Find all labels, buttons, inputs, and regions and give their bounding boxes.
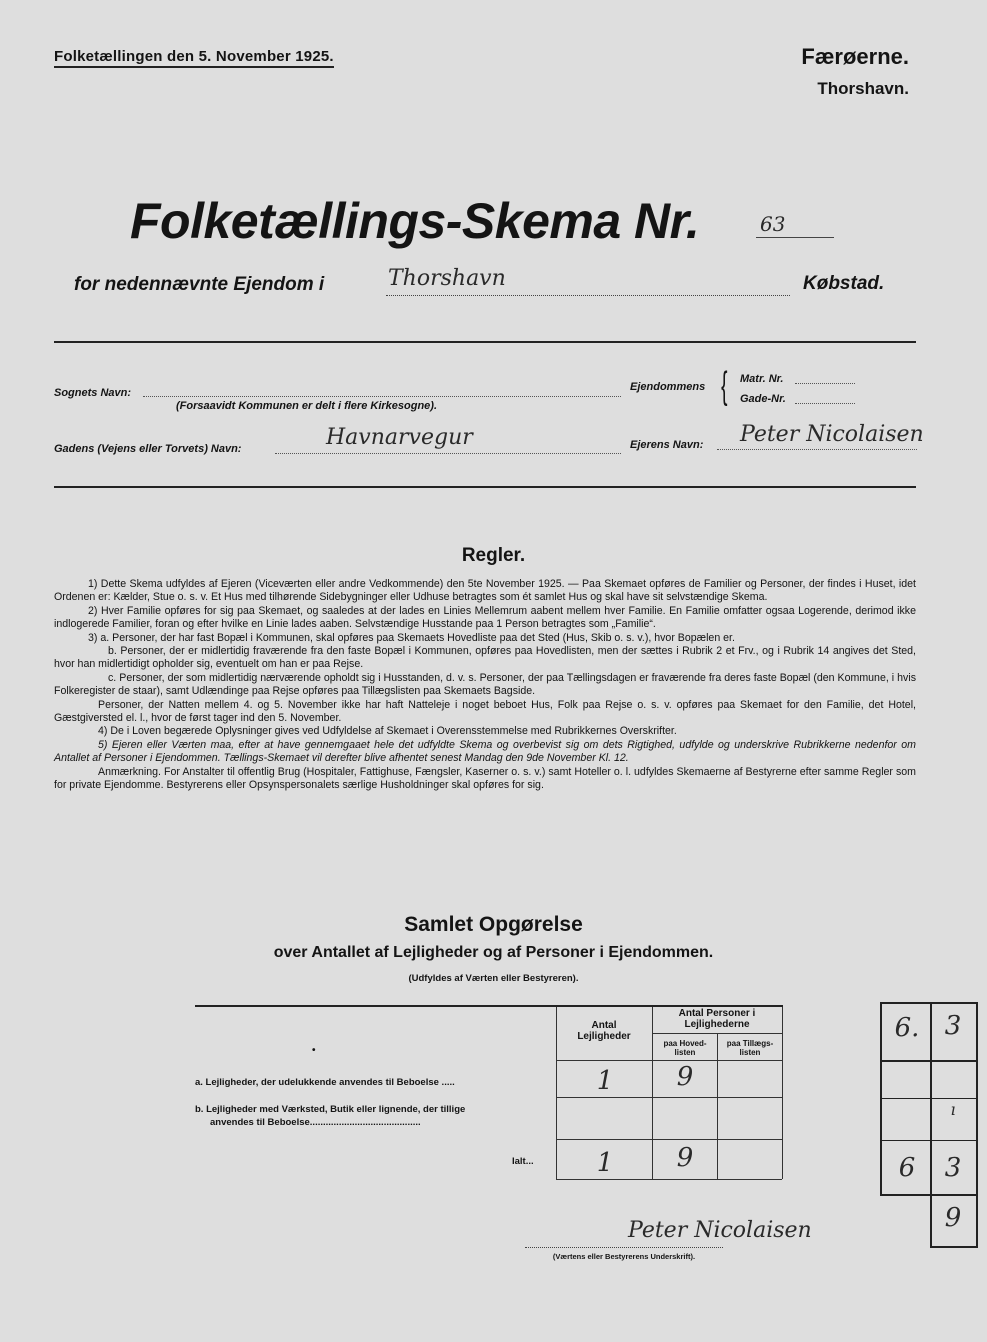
sognets-note: (Forsaavidt Kommunen er delt i flere Kirkesogne). — [176, 400, 438, 412]
sognets-label: Sognets Navn: — [54, 387, 132, 399]
table-col-line-3 — [717, 1033, 718, 1179]
ejerens-line — [717, 449, 917, 450]
matr-line — [795, 383, 855, 384]
census-header-title: Folketællingen den 5. November 1925. — [54, 48, 334, 68]
place-handwritten: Thorshavn — [388, 266, 506, 291]
rule-4: 4) De i Loven begærede Oplysninger gives ved Udfyldelse af Skemaet i Overensstemmelse med Rubrikkernes Overskrifter. — [98, 725, 677, 738]
table-row-a-rule — [556, 1097, 782, 1098]
row-a-label: a. Lejligheder, der udelukkende anvendes til Beboelse ..... — [195, 1077, 455, 1088]
row-a-lejligheder: 1 — [596, 1066, 614, 1096]
rule-1: 1) Dette Skema udfyldes af Ejeren (Viceværten eller andre Vedkommende) den 5te November 1925. — Paa Skemaet opføres de Familier og Personer, der findes i Huset, idet Ordenen er: Kælder, Stue o. s. v. Et Hus med tilhørende Sidebygninger eller Udhuse betragtes som ét samlet Hus og skal have sit selvstændige Skema. — [54, 578, 916, 604]
row-b-label-1: b. Lejligheder med Værksted, Butik eller lignende, der tillige — [195, 1104, 466, 1115]
tally-box-rule-2 — [882, 1098, 976, 1099]
tally-ialt-left: 6 — [898, 1153, 916, 1183]
rule-5: 5) Ejeren eller Værten maa, efter at have gennemgaaet hele det udfyldte Skema og overbevist sig om dets Rigtighed, udfylde og underskrive Rubrikkerne nedenfor om Antallet af Personer i Ejendommen. Tællings-Skemaet vil derefter blive afhentet senest Mandag den 9de November Kl. 12. — [54, 738, 916, 765]
subtitle-suffix: Købstad. — [803, 273, 885, 294]
row-b-label-2: anvendes til Beboelse.......................................... — [210, 1117, 421, 1128]
table-col-line-1 — [556, 1007, 557, 1179]
table-bottom-rule — [556, 1179, 782, 1180]
ejerens-value-handwritten: Peter Nicolaisen — [740, 422, 924, 447]
gade-label: Gade-Nr. — [740, 393, 786, 405]
ialt-lejligheder: 1 — [596, 1148, 614, 1178]
row-a-hovedlisten: 9 — [676, 1062, 694, 1092]
summary-subtitle: over Antallet af Lejligheder og af Personer i Ejendommen. — [273, 944, 714, 961]
matr-label: Matr. Nr. — [740, 373, 784, 385]
tally-bottom: 9 — [944, 1203, 962, 1233]
owner-signature: Peter Nicolaisen — [628, 1218, 812, 1243]
summary-note: (Udfyldes af Værten eller Bestyreren). — [408, 973, 579, 984]
rule-3c: c. Personer, der som midlertidig nærværende opholdt sig i Husstanden, d. v. s. Personer, der paa Tællingsdagen er fraværende fra deres faste Bopæl (den Kommune, i hvis Folkeregister de staar), samt Udlændinge paa Rejse opføres paa Tillægslisten paa Skemaets Bagside. — [54, 671, 916, 698]
gadens-value-handwritten: Havnarvegur — [326, 425, 473, 450]
form-number-line — [756, 237, 834, 238]
gade-line — [795, 403, 855, 404]
tally-ialt-right: 3 — [944, 1153, 962, 1183]
subtitle-prefix: for nedennævnte Ejendom i — [74, 274, 325, 295]
col-personer-header: Antal Personer i Lejlighederne — [678, 1008, 756, 1030]
tally-box-rule-3 — [882, 1140, 976, 1141]
rule-3d: Personer, der Natten mellem 4. og 5. November ikke har haft Natteleje i noget beboet Hus, Folk paa Rejse o. s. v. opføres paa Skemaet for den Familie, det Hotel, Gæstgiversted el. l., hvor de først tager ind den 5. November. — [54, 698, 916, 725]
table-header-rule — [556, 1060, 782, 1061]
place-line — [386, 295, 790, 296]
town-label: Thorshavn. — [817, 79, 909, 98]
tally-mid-right: ı — [950, 1100, 956, 1119]
table-row-b-rule — [556, 1139, 782, 1140]
ejendommens-label: Ejendommens — [630, 381, 706, 393]
rule-3a: 3) a. Personer, der har fast Bopæl i Kommunen, skal opføres paa Skemaets Hovedliste paa det Sted (Hus, Skib o. s. v.), hvor Bopælen er. — [88, 631, 735, 644]
tally-box-rule-1 — [882, 1060, 976, 1062]
signature-caption: (Værtens eller Bestyrerens Underskrift). — [552, 1252, 696, 1261]
row-ialt-label: Ialt... — [512, 1156, 534, 1167]
divider-mid — [54, 486, 916, 488]
ejerens-label: Ejerens Navn: — [630, 439, 704, 451]
divider-top — [54, 341, 916, 343]
table-sub-header-rule — [652, 1033, 782, 1034]
sognets-line — [143, 396, 621, 397]
table-col-line-4 — [782, 1007, 783, 1179]
tally-top-right: 3 — [944, 1011, 962, 1041]
brace-glyph: { — [721, 365, 728, 407]
form-title: Folketællings-Skema Nr. — [130, 193, 700, 249]
gadens-line — [275, 453, 621, 454]
tally-top-left: 6. — [894, 1013, 920, 1043]
rule-3b: b. Personer, der er midlertidig fraværende fra den faste Bopæl i Kommunen, opføres paa Hovedlisten, men der sættes i Rubrik 2 et Frv., og i Rubrik 14 angives det Sted, hvor han midlertidigt opholder sig, eventuelt om han er paa Rejse. — [54, 645, 916, 671]
rules-body — [54, 578, 916, 793]
ialt-hovedlisten: 9 — [676, 1143, 694, 1173]
col-tillaeg-header: paa Tillægs-listen — [726, 1039, 774, 1057]
region-label: Færøerne. — [801, 44, 909, 69]
rule-note: Anmærkning. For Anstalter til offentlig Brug (Hospitaler, Fattighuse, Fængsler, Kaserner o. s. v.) samt Hoteller o. l. udfyldes Skemaerne af Bestyrerne efter samme Regler som for private Ejendomme. Bestyrerens eller Opsynspersonalets særlige Husholdninger skal opføres for sig. — [54, 765, 916, 792]
form-number-handwritten: 63 — [760, 212, 786, 236]
signature-line — [525, 1247, 723, 1248]
gadens-label: Gadens (Vejens eller Torvets) Navn: — [54, 443, 242, 455]
bullet-mark: • — [312, 1045, 316, 1056]
rule-2: 2) Hver Familie opføres for sig paa Skemaet, og saaledes at der lades en Linies Mellemrum aabent mellem hver Familie. En Familie omfatter ogsaa Logerende, derimod ikke indlogerede Familier, foran og efter hvilke en Linie lades aaben. Selvstændige Husstande paa 1 Person betragtes som „Familie“. — [54, 604, 916, 631]
col-lejligheder-header: Antal Lejligheder — [577, 1020, 631, 1042]
col-hovedlisten-header: paa Hoved-listen — [663, 1039, 707, 1057]
summary-table-top-rule — [195, 1005, 783, 1007]
rules-heading: Regler. — [461, 545, 526, 566]
summary-title: Samlet Opgørelse — [404, 913, 583, 936]
